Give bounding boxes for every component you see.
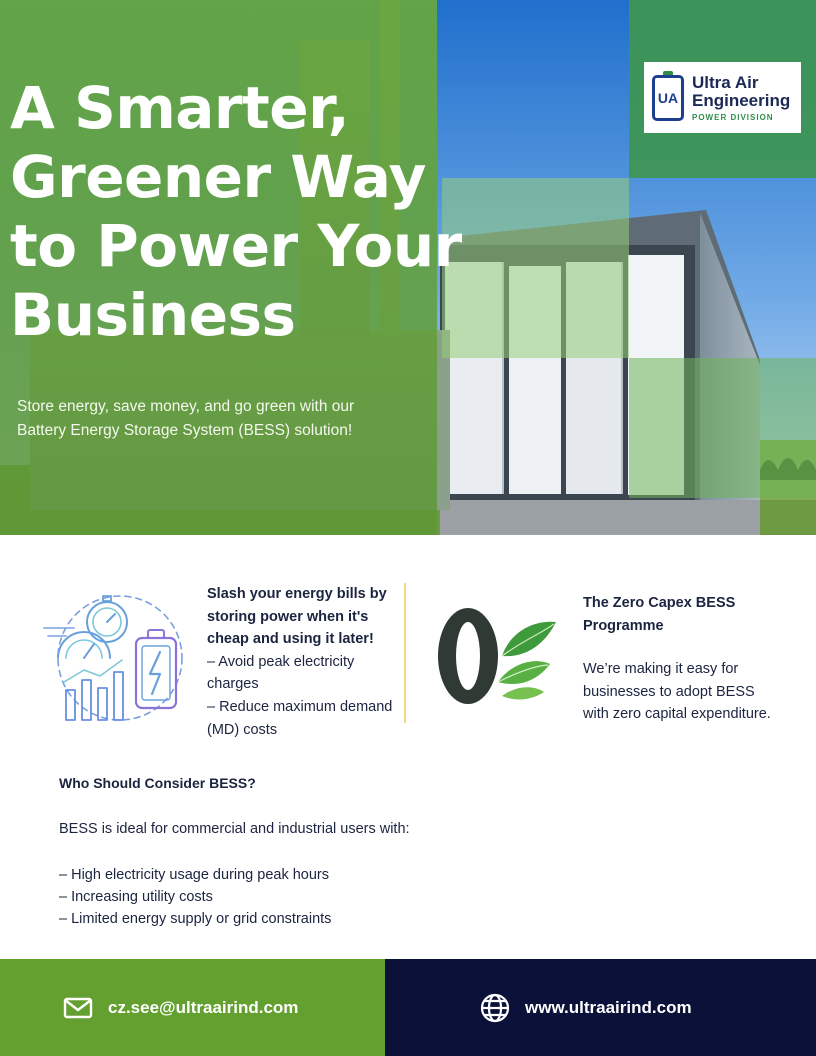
envelope-icon xyxy=(62,992,94,1024)
logo-name-line2: Engineering xyxy=(692,90,791,110)
hero-title-line: to Power Your xyxy=(10,212,462,280)
logo-wordmark xyxy=(692,74,790,122)
logo-name-line1: Ultra Air xyxy=(692,72,759,92)
feature-bullet: – Avoid peak electricity xyxy=(207,653,355,670)
hero-title-line: A Smarter, xyxy=(10,74,350,142)
hero-subtitle-line: Store energy, save money, and go green with our xyxy=(17,398,355,415)
programme-title-line: Programme xyxy=(583,617,664,634)
list-item: – Limited energy supply or grid constraints xyxy=(59,911,332,927)
programme-title xyxy=(583,592,783,637)
section-divider xyxy=(404,583,406,723)
programme-body-line: businesses to adopt BESS xyxy=(583,683,755,700)
feature-description xyxy=(207,583,407,741)
feature-headline-line: cheap and using it later! xyxy=(207,631,374,648)
battery-logo-icon xyxy=(652,75,684,121)
feature-bullet: (MD) costs xyxy=(207,721,278,738)
website-contact[interactable] xyxy=(385,959,816,1056)
email-link[interactable]: cz.see@ultraairind.com xyxy=(108,997,299,1017)
feature-bullet: charges xyxy=(207,676,259,693)
hero-subtitle-line: Battery Energy Storage System (BESS) solution! xyxy=(17,422,353,439)
zero-leaf-icon xyxy=(428,600,558,712)
globe-icon xyxy=(479,992,511,1024)
hero-title-line: Business xyxy=(10,281,296,349)
logo-division: POWER DIVISION xyxy=(692,112,774,122)
who-section-intro: BESS is ideal for commercial and industrial users with: xyxy=(59,821,410,837)
email-contact[interactable] xyxy=(0,959,385,1056)
decor-tile xyxy=(629,358,816,498)
company-logo xyxy=(644,62,801,133)
programme-body-line: We’re making it easy for xyxy=(583,661,739,677)
feature-bullet: – Reduce maximum demand xyxy=(207,698,393,715)
list-item: – High electricity usage during peak hours xyxy=(59,867,330,883)
who-section-title: Who Should Consider BESS? xyxy=(59,775,256,791)
logo-mark-text: UA xyxy=(657,89,679,106)
programme-body-line: with zero capital expenditure. xyxy=(583,706,771,723)
feature-headline-line: storing power when it's xyxy=(207,608,369,625)
hero-title-line: Greener Way xyxy=(10,143,426,211)
hero-title xyxy=(10,74,480,350)
who-criteria-list xyxy=(59,864,331,930)
programme-title-line: The Zero Capex BESS xyxy=(583,595,736,611)
list-item: – Increasing utility costs xyxy=(59,889,213,905)
website-link[interactable]: www.ultraairind.com xyxy=(525,997,692,1017)
programme-description xyxy=(583,658,803,726)
feature-headline-line: Slash your energy bills by xyxy=(207,586,387,602)
energy-dashboard-battery-icon xyxy=(40,590,190,730)
hero-subtitle xyxy=(17,395,397,443)
